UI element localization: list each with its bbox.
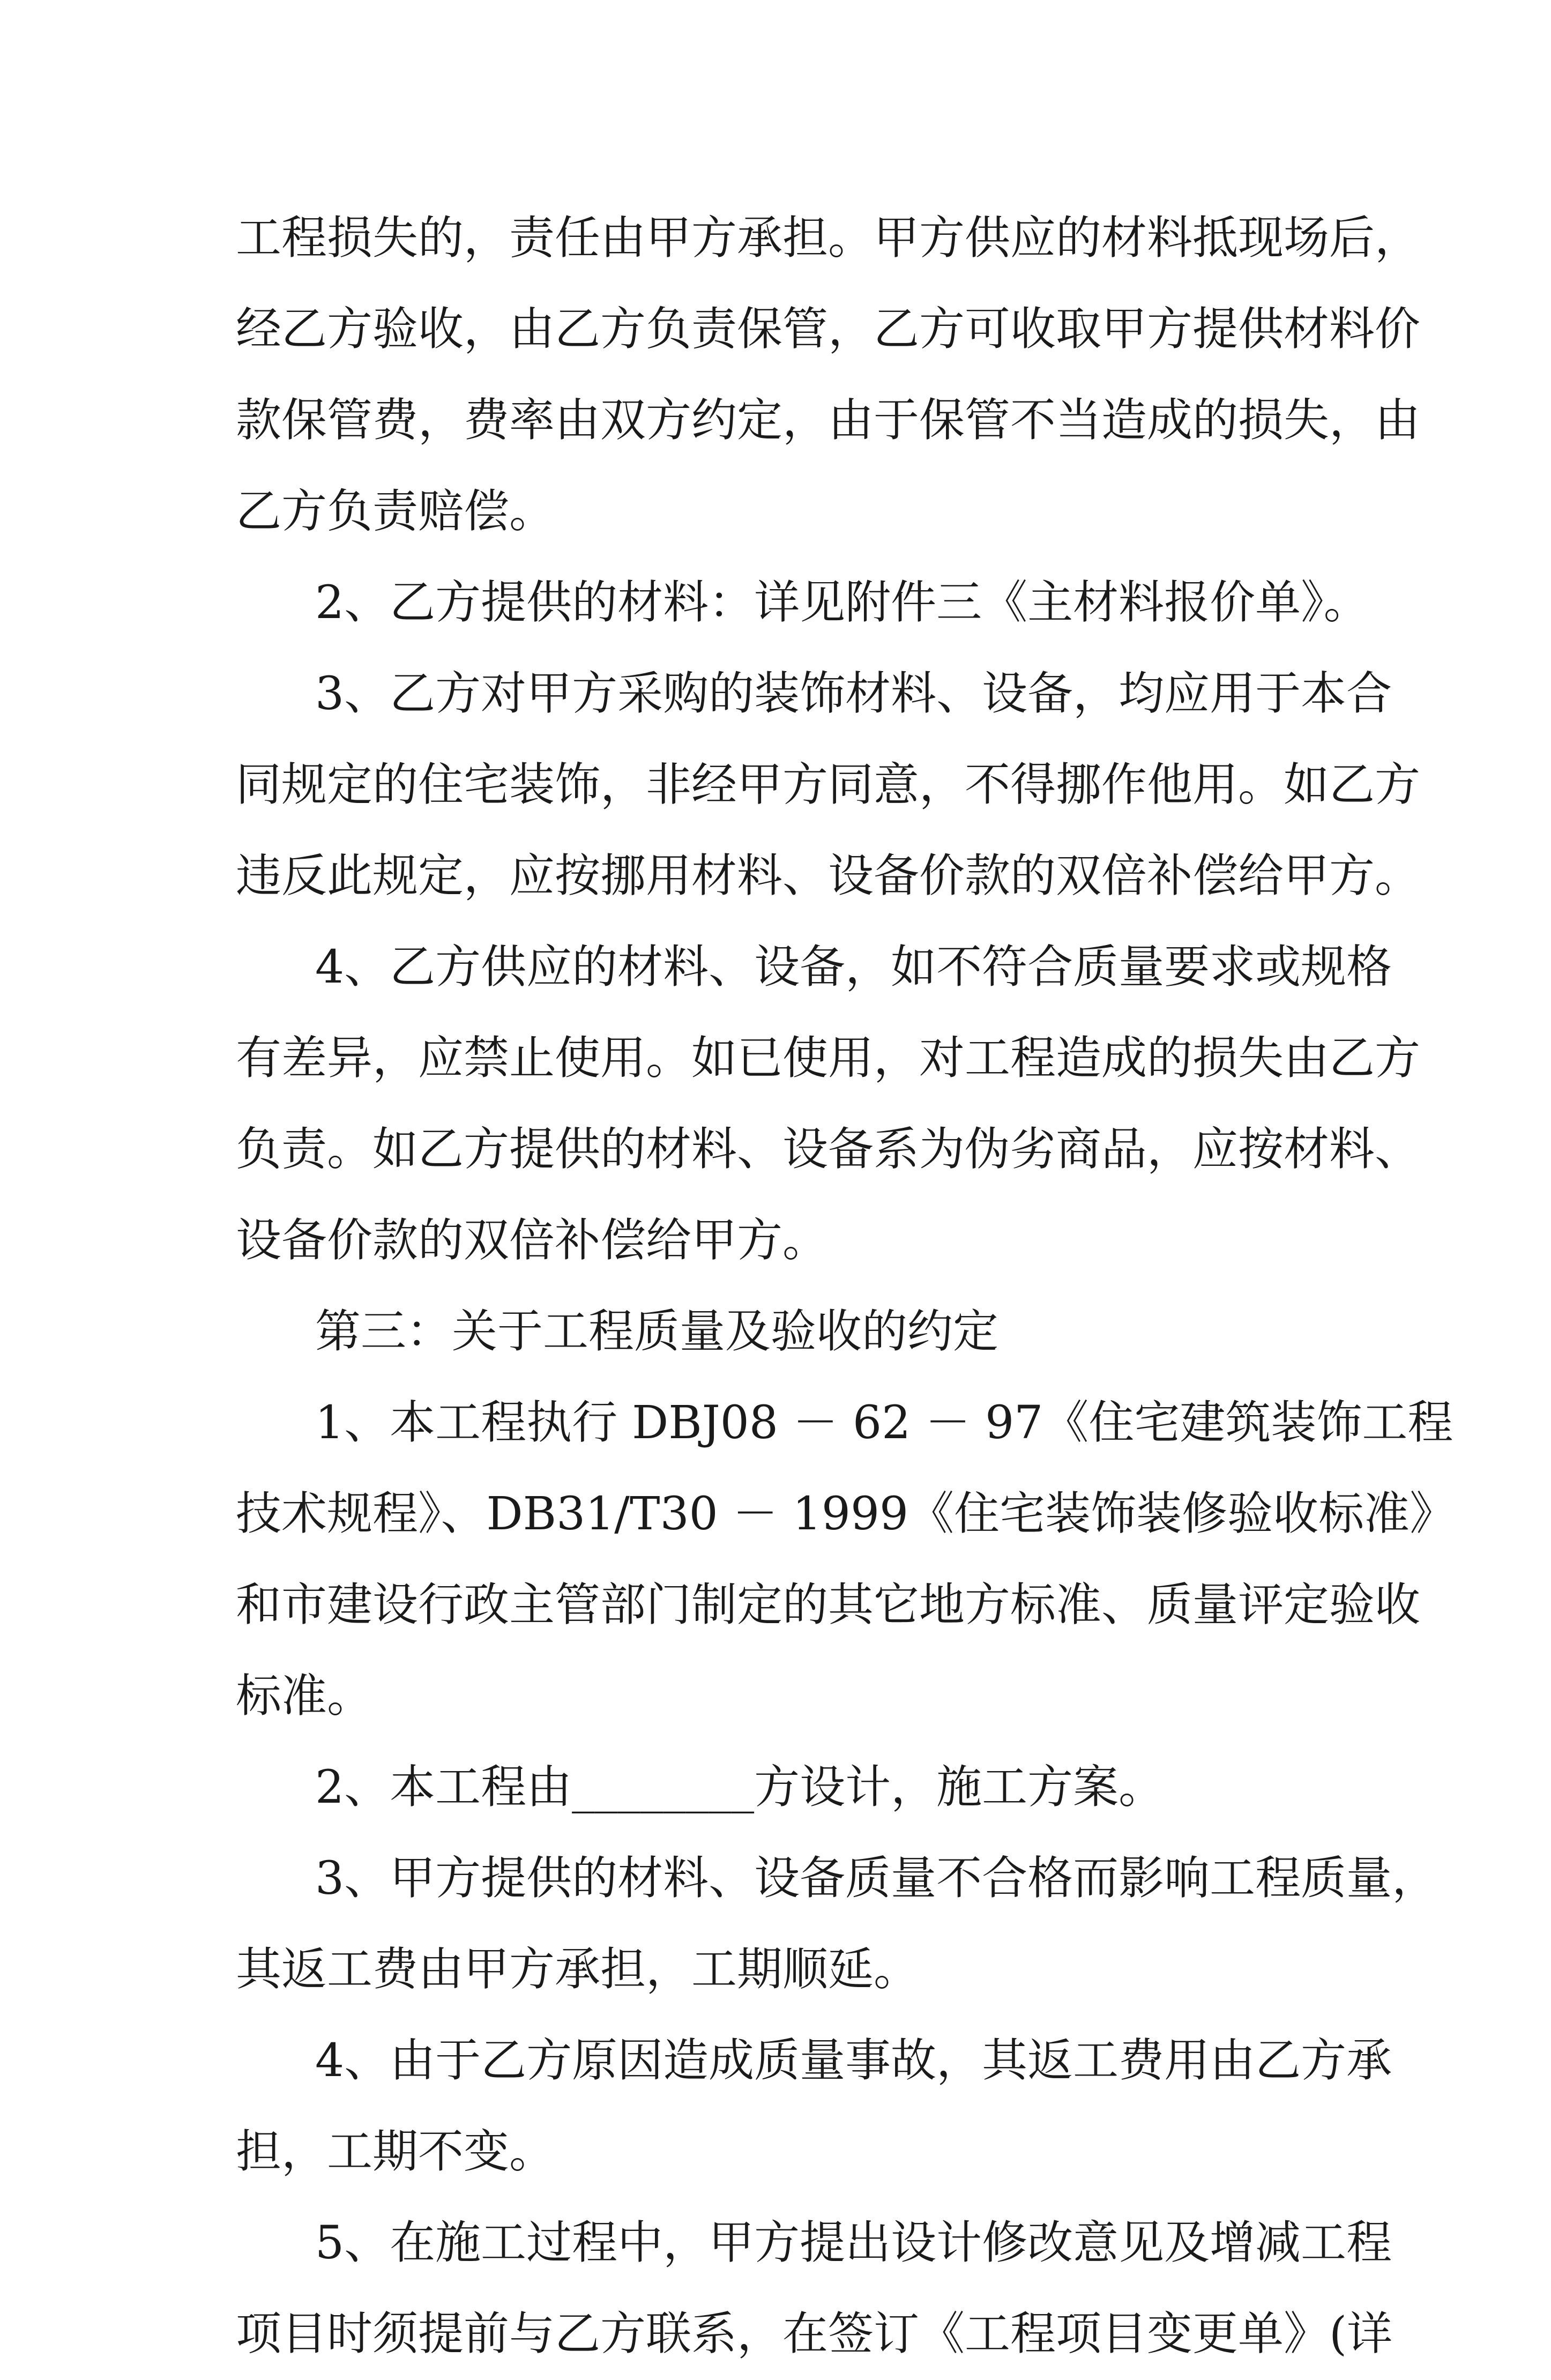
text-line: 3、甲方提供的材料、设备质量不合格而影响工程质量， (315, 1852, 1438, 1905)
text-line: 设备价款的双倍补偿给甲方。 (236, 1214, 829, 1267)
text-line: 同规定的住宅装饰，非经甲方同意，不得挪作他用。如乙方 (236, 758, 1421, 812)
contract-text (236, 193, 1456, 2380)
text-line: 4、由于乙方原因造成质量事故，其返工费用由乙方承 (315, 2034, 1392, 2087)
text-line: 有差异，应禁止使用。如已使用，对工程造成的损失由乙方 (236, 1032, 1421, 1085)
text-line: 乙方负责赔偿。 (236, 485, 555, 538)
text-line: 项目时须提前与乙方联系，在签订《工程项目变更单》(详 (236, 2308, 1393, 2361)
text-line: 和市建设行政主管部门制定的其它地方标准、质量评定验收 (236, 1579, 1421, 1632)
text-line: 技术规程》、DB31/T30 － 1999《住宅装饰装修验收标准》 (236, 1488, 1456, 1541)
text-line: 经乙方验收，由乙方负责保管，乙方可收取甲方提供材料价 (236, 303, 1421, 356)
section-heading: 第三：关于工程质量及验收的约定 (315, 1305, 999, 1358)
text-line: 负责。如乙方提供的材料、设备系为伪劣商品，应按材料、 (236, 1123, 1421, 1176)
text-line: 款保管费，费率由双方约定，由于保管不当造成的损失，由 (236, 394, 1421, 447)
text-line: 2、本工程由________方设计，施工方案。 (315, 1761, 1165, 1814)
text-line: 4、乙方供应的材料、设备，如不符合质量要求或规格 (315, 941, 1392, 994)
text-line: 2、乙方提供的材料：详见附件三《主材料报价单》。 (315, 576, 1369, 629)
text-line: 担，工期不变。 (236, 2125, 555, 2178)
text-line: 其返工费由甲方承担，工期顺延。 (236, 1943, 920, 1996)
text-line: 工程损失的，责任由甲方承担。甲方供应的材料抵现场后， (236, 212, 1421, 265)
text-line: 标准。 (236, 1670, 373, 1723)
text-line: 5、在施工过程中，甲方提出设计修改意见及增减工程 (315, 2217, 1392, 2270)
text-line: 3、乙方对甲方采购的装饰材料、设备，均应用于本合 (315, 667, 1392, 720)
text-line: 违反此规定，应按挪用材料、设备价款的双倍补偿给甲方。 (236, 850, 1421, 903)
text-line: 1、本工程执行 DBJ08 － 62 － 97《住宅建筑装饰工程 (315, 1396, 1453, 1449)
